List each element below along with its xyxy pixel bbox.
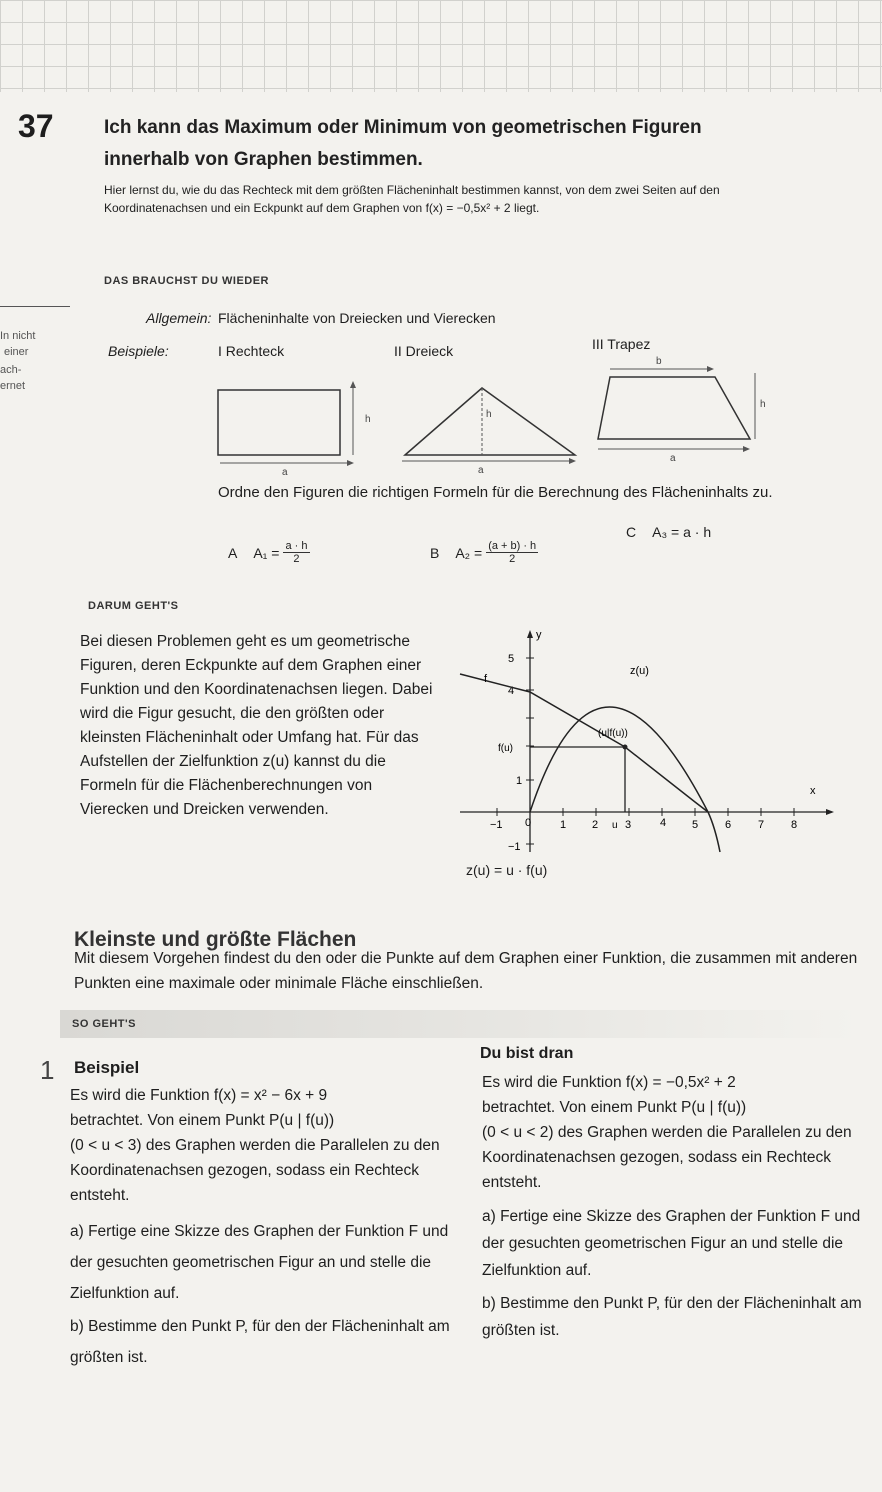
general-text: Flächeninhalte von Dreiecken und Vierecken <box>218 310 496 326</box>
margin-divider <box>0 306 70 307</box>
example-task-a: a) Fertige eine Skizze des Graphen der Funktion F und der gesuchten geometrischen Figur an und stelle die Zielfunktion auf. <box>70 1223 449 1302</box>
your-turn-task-a: a) Fertige eine Skizze des Graphen der Funktion F und der gesuchten geometrischen Figur an und stelle die Zielfunktion auf. <box>482 1208 861 1279</box>
task-title: Ich kann das Maximum oder Minimum von geometrischen Figuren innerhalb von Graphen bestimmen. <box>104 117 702 170</box>
so-gehts-header: SO GEHT'S <box>72 1018 136 1030</box>
section-heading: Kleinste und größte Flächen <box>74 928 357 951</box>
shape-label-triangle: II Dreieck <box>394 343 454 359</box>
x-tick-label: 6 <box>725 819 732 831</box>
your-turn-p3: (0 < u < 2) des Graphen werden die Parallelen zu den Koordinatenachsen gezogen, sodass ein Rechteck entsteht. <box>482 1124 852 1191</box>
intro-text: Hier lernst du, wie du das Rechteck mit dem größten Flächeninhalt bestimmen kannst, von dem zwei Seiten auf den Koordinatenachsen und ein Eckpunkt auf dem Graphen von <box>104 183 720 215</box>
your-turn-text <box>482 1070 862 1344</box>
shape-label-trapezoid: III Trapez <box>592 336 651 352</box>
y-tick-label: 4 <box>508 685 515 697</box>
task-number: 37 <box>18 108 54 144</box>
x-axis-label: x <box>810 785 816 797</box>
x-tick-label: 3 <box>625 819 632 831</box>
your-turn-title: Du bist dran <box>480 1045 574 1062</box>
function-graph <box>440 622 840 887</box>
arrow-head-icon <box>707 366 714 372</box>
z-label: z(u) <box>630 665 649 677</box>
margin-note: einer <box>4 346 29 358</box>
z-graph-curve-tail <box>708 812 720 852</box>
explanation-text: Bei diesen Problemen geht es um geometrische Figuren, deren Eckpunkte auf dem Graphen einer Funktion und den Koordinatenachsen liegen. Dabei wird die Figur gesucht, die den größten oder kleinsten Flächeninhalt oder Umfang hat. Für das Aufstellen der Zielfunktion z(u) kannst du die Formeln für die Flächenberechnungen von Vierecken und Dreicken verwenden. <box>80 633 433 818</box>
general-label: Allgemein: <box>146 310 212 326</box>
y-tick-label: −1 <box>508 841 521 853</box>
trapez-h-label: h <box>760 399 766 410</box>
your-turn-p1: Es wird die Funktion f(x) = −0,5x² + 2 <box>482 1074 736 1091</box>
y-tick-label: 1 <box>516 775 523 787</box>
trapez-b-label: b <box>656 356 662 367</box>
rect-h-label: h <box>365 414 371 425</box>
shape-label-rectangle: I Rechteck <box>218 343 285 359</box>
arrow-head-icon <box>569 458 576 464</box>
example-p1: Es wird die Funktion f(x) = x² − 6x + 9 <box>70 1087 328 1104</box>
example-task-b: b) Bestimme den Punkt P, für den der Flächeninhalt am größten ist. <box>70 1318 450 1366</box>
x-tick-label: 4 <box>660 817 667 829</box>
graph-caption: z(u) = u · f(u) <box>466 862 548 878</box>
formula-letter: B <box>430 544 440 561</box>
z-graph-curve <box>530 707 708 812</box>
fraction-num: (a + b) · h <box>488 540 537 552</box>
margin-note: ach- <box>0 364 22 376</box>
example-p3: (0 < u < 3) des Graphen werden die Parallelen zu den Koordinatenachsen gezogen, sodass ein Rechteck entsteht. <box>70 1137 440 1204</box>
trapezoid-shape <box>598 377 750 439</box>
x-tick-label: −1 <box>490 819 503 831</box>
section-intro: Mit diesem Vorgehen findest du den oder die Punkte auf dem Graphen einer Funktion, die zusammen mit anderen Punkten eine maximale oder minimale Fläche einschließen. <box>74 950 858 992</box>
arrow-head-icon <box>347 460 354 466</box>
x-axis-arrow-icon <box>826 809 834 815</box>
example-p2: betrachtet. Von einem Punkt P(u | f(u)) <box>70 1112 335 1129</box>
fraction-num: a · h <box>285 540 308 552</box>
formula-lhs: A₂ = <box>455 544 483 561</box>
intro-formula: f(x) = −0,5x² + 2 <box>425 201 511 215</box>
rect-a-label: a <box>282 467 288 478</box>
triangle-shape <box>405 388 575 455</box>
formula-lhs: A₁ = <box>253 544 280 561</box>
fraction-den: 2 <box>293 553 300 565</box>
x-tick-label: 0 <box>525 817 532 829</box>
fu-label: f(u) <box>498 743 513 754</box>
x-tick-label: 2 <box>592 819 599 831</box>
formula-lhs: A₃ = a · h <box>652 524 712 540</box>
review-header: DAS BRAUCHST DU WIEDER <box>104 275 269 287</box>
y-tick-label: 5 <box>508 653 515 665</box>
task-intro <box>104 181 764 217</box>
fraction <box>486 540 538 565</box>
formula-b <box>430 540 538 565</box>
formula-letter: C <box>626 524 637 540</box>
explanation-header: DARUM GEHT'S <box>88 600 179 612</box>
x-tick-label: 5 <box>692 819 699 831</box>
arrow-head-icon <box>743 446 750 452</box>
margin-note: In nicht <box>0 330 36 342</box>
point-marker <box>623 745 628 750</box>
rectangle-shape <box>218 390 340 455</box>
so-gehts-bar <box>60 1010 860 1038</box>
example-number: 1 <box>40 1055 55 1085</box>
trapez-a-label: a <box>670 453 676 464</box>
examples-label: Beispiele: <box>108 343 169 359</box>
fraction-den: 2 <box>509 553 516 565</box>
formula-c <box>626 524 711 540</box>
y-axis-label: y <box>536 629 542 641</box>
x-tick-label: 7 <box>758 819 765 831</box>
u-label: u <box>612 820 618 831</box>
example-text <box>70 1083 460 1373</box>
intro-end: liegt. <box>513 201 540 215</box>
x-tick-label: 1 <box>560 819 567 831</box>
your-turn-task-b: b) Bestimme den Punkt P, für den der Flächeninhalt am größten ist. <box>482 1295 862 1339</box>
y-axis-arrow-icon <box>527 630 533 638</box>
f-label: f <box>484 673 488 685</box>
grid-paper-header <box>0 0 882 92</box>
arrow-head-icon <box>350 381 356 388</box>
x-tick-label: 8 <box>791 819 798 831</box>
fraction <box>283 540 309 565</box>
triangle-a-label: a <box>478 465 484 476</box>
shape-figures <box>210 355 770 480</box>
point-label: (u|f(u)) <box>598 728 628 739</box>
triangle-h-label: h <box>486 409 492 420</box>
formula-instruction: Ordne den Figuren die richtigen Formeln für die Berechnung des Flächeninhalts zu. <box>218 484 773 501</box>
your-turn-p2: betrachtet. Von einem Punkt P(u | f(u)) <box>482 1099 747 1116</box>
formula-letter: A <box>228 544 238 561</box>
formula-a <box>228 540 310 565</box>
margin-note: ernet <box>0 380 26 392</box>
example-title: Beispiel <box>74 1058 140 1077</box>
